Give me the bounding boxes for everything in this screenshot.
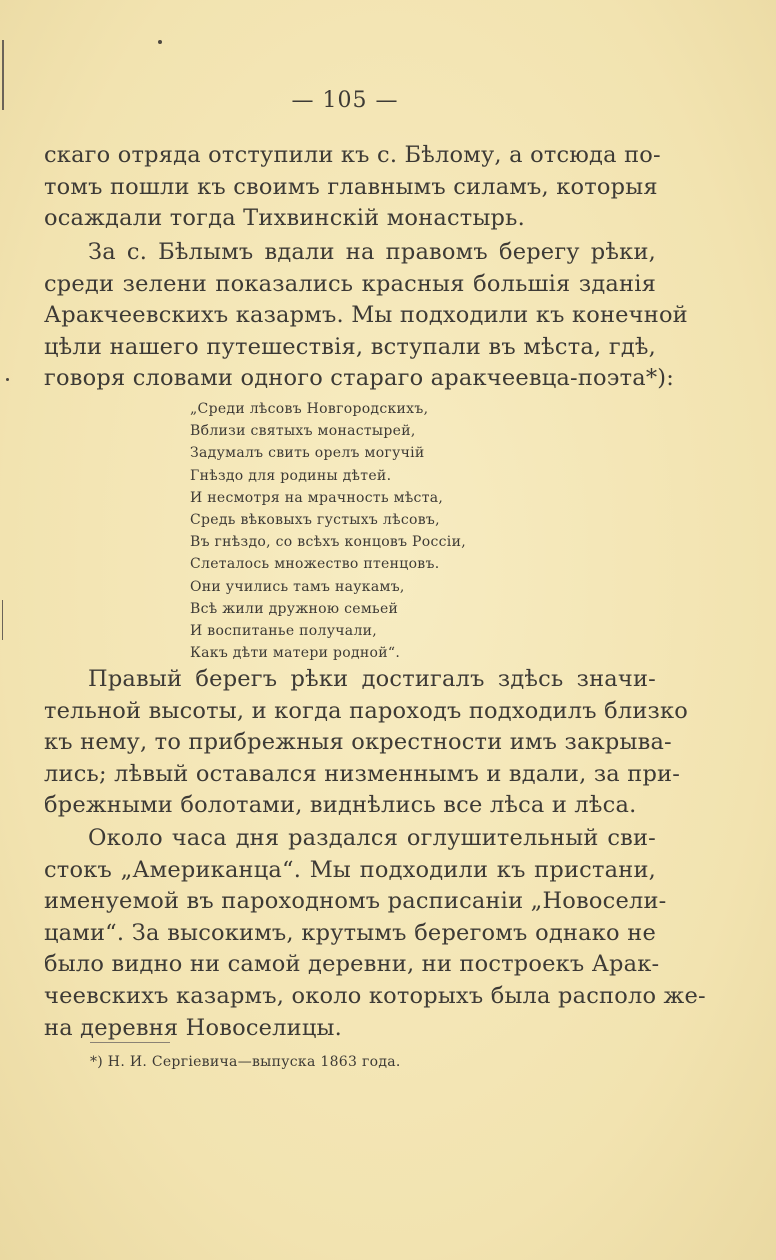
text-line: было видно ни самой деревни, ни построекъ Арак- xyxy=(44,951,660,978)
poem-line: Средь вѣковыхъ густыхъ лѣсовъ, xyxy=(190,512,440,529)
poem-line: Слеталось множество птенцовъ. xyxy=(190,556,440,573)
text-line: За с. Бѣлымъ вдали на правомъ берегу рѣки, xyxy=(88,239,656,265)
text-line: среди зелени показались красныя большія зданія xyxy=(44,270,656,297)
poem-line: И несмотря на мрачность мѣста, xyxy=(190,489,444,506)
scan-edge-mark xyxy=(2,600,3,640)
poem-line: „Среди лѣсовъ Новгородскихъ, xyxy=(190,401,429,417)
text-line: къ нему, то прибрежныя окрестности имъ закрыва- xyxy=(44,729,672,756)
footnote-divider xyxy=(90,1042,170,1043)
text-line: тельной высоты, и когда пароходъ подходилъ близко xyxy=(44,697,689,724)
text-line: говоря словами одного стараго аракчеевца-поэта*): xyxy=(44,365,675,392)
paragraph-2 xyxy=(44,237,688,395)
poem-quote xyxy=(190,398,510,664)
ink-speck xyxy=(6,378,9,381)
page-number: — 105 — xyxy=(291,88,399,113)
text-line: цѣли нашего путешествія, вступали въ мѣста, гдѣ, xyxy=(44,333,656,360)
paragraph-4 xyxy=(44,823,706,1044)
poem-line: Гнѣздо для родины дѣтей. xyxy=(190,467,392,484)
text-line: цами“. За высокимъ, крутымъ берегомъ однако не xyxy=(44,919,656,946)
ink-speck xyxy=(158,40,162,44)
text-line: Около часа дня раздался оглушительный сви- xyxy=(88,825,656,851)
text-line: Правый берегъ рѣки достигалъ здѣсь значи- xyxy=(88,666,656,692)
text-line: брежными болотами, виднѣлись все лѣса и лѣса. xyxy=(44,792,637,819)
paragraph-1 xyxy=(44,140,661,235)
poem-line: Какъ дѣти матери родной“. xyxy=(190,645,401,662)
text-line: осаждали тогда Тихвинскій монастырь. xyxy=(44,205,525,232)
poem-line: Въ гнѣздо, со всѣхъ концовъ Россіи, xyxy=(190,534,466,551)
poem-line: Всѣ жили дружною семьей xyxy=(190,600,399,617)
text-line: скаго отряда отступили къ с. Бѣлому, а отсюда по- xyxy=(44,142,661,168)
text-line: чеевскихъ казармъ, около которыхъ была располо же- xyxy=(44,982,706,1009)
text-line: томъ пошли къ своимъ главнымъ силамъ, которыя xyxy=(44,173,658,200)
text-line: стокъ „Американца“. Мы подходили къ пристани, xyxy=(44,856,656,883)
poem-line: И воспитанье получали, xyxy=(190,623,378,640)
footnote: *) Н. И. Сергіевича—выпуска 1863 года. xyxy=(90,1054,401,1070)
text-line: Аракчеевскихъ казармъ. Мы подходили къ конечной xyxy=(44,302,688,329)
text-line: на деревня Новоселицы. xyxy=(44,1014,342,1041)
text-line: лись; лѣвый оставался низменнымъ и вдали, за при- xyxy=(44,760,681,787)
text-line: именуемой въ пароходномъ расписаніи „Новосели- xyxy=(44,888,667,915)
poem-line: Задумалъ свить орелъ могучій xyxy=(190,445,425,462)
paragraph-3 xyxy=(44,664,689,822)
poem-line: Они учились тамъ наукамъ, xyxy=(190,578,405,595)
poem-line: Вблизи святыхъ монастырей, xyxy=(190,423,416,440)
